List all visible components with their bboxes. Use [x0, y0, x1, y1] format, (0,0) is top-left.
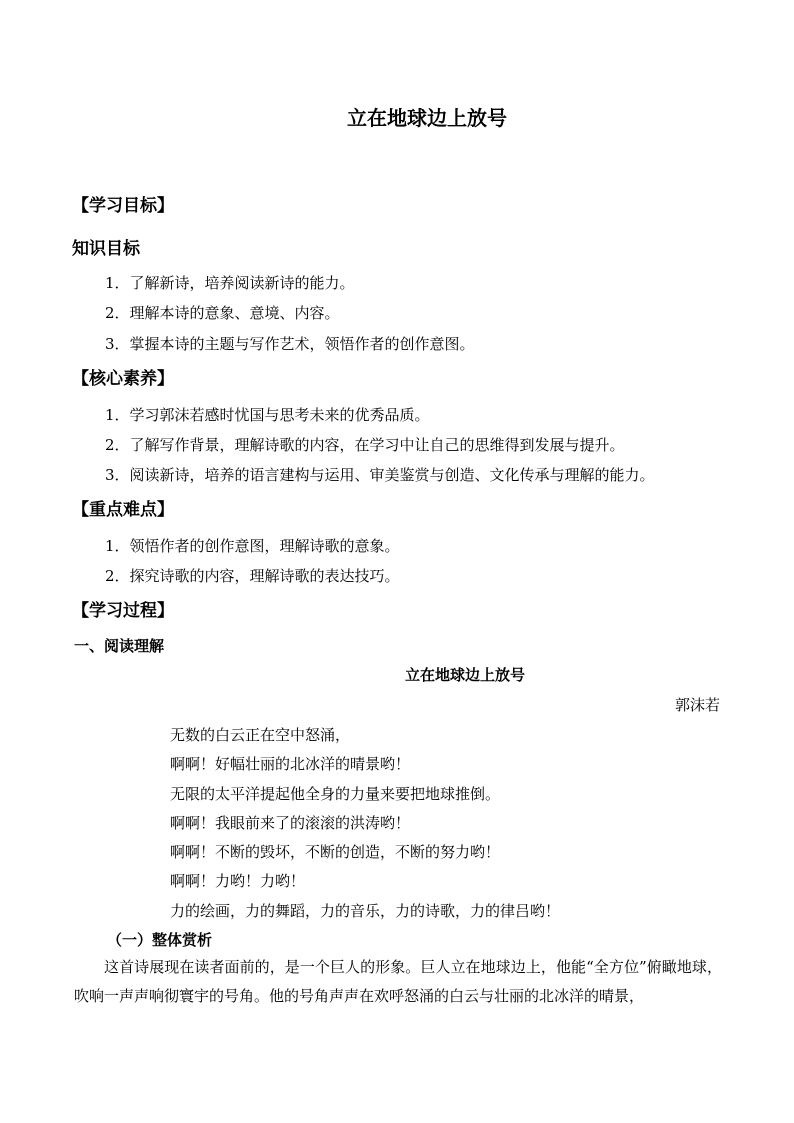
subheading-overall-appreciation: （一）整体赏析	[107, 931, 213, 949]
core-item-1: 1．学习郭沫若感时忧国与思考未来的优秀品质。	[105, 406, 430, 424]
key-item-1: 1．领悟作者的创作意图，理解诗歌的意象。	[105, 537, 400, 555]
heading-learning-process: 【学习过程】	[72, 601, 174, 621]
heading-reading: 一、阅读理解	[74, 637, 165, 655]
key-item-2: 2．探究诗歌的内容，理解诗歌的表达技巧。	[105, 567, 400, 585]
appreciation-paragraph: 这首诗展现在读者面前的，是一个巨人的形象。巨人立在地球边上，他能“全方位”俯瞰地球，吹响一声声响彻寰宇的号角。他的号角声声在欢呼怒涌的白云与壮丽的北冰洋的晴景，	[74, 958, 722, 1005]
poem-title: 立在地球边上放号	[404, 666, 525, 684]
heading-key-points: 【重点难点】	[72, 500, 174, 520]
heading-knowledge-goals: 知识目标	[72, 239, 140, 259]
poem-line-7: 力的绘画，力的舞蹈，力的音乐，力的诗歌，力的律吕哟！	[170, 902, 561, 920]
knowledge-item-3: 3．掌握本诗的主题与写作艺术，领悟作者的创作意图。	[105, 335, 475, 353]
core-item-3: 3．阅读新诗，培养的语言建构与运用、审美鉴赏与创造、文化传承与理解的能力。	[105, 466, 655, 484]
heading-learning-goals: 【学习目标】	[72, 196, 174, 216]
poem-line-6: 啊啊！力哟！力哟！	[170, 872, 306, 890]
poem-line-4: 啊啊！我眼前来了的滚滚的洪涛哟！	[170, 814, 411, 832]
heading-core-literacy: 【核心素养】	[72, 369, 174, 389]
core-item-2: 2．了解写作背景，理解诗歌的内容，在学习中让自己的思维得到发展与提升。	[105, 436, 625, 454]
knowledge-item-2: 2．理解本诗的意象、意境、内容。	[105, 304, 340, 322]
poem-author: 郭沫若	[674, 696, 720, 714]
poem-line-5: 啊啊！不断的毁坏，不断的创造，不断的努力哟！	[170, 843, 501, 861]
document-title: 立在地球边上放号	[347, 106, 507, 130]
poem-line-3: 无限的太平洋提起他全身的力量来要把地球推倒。	[170, 785, 501, 803]
poem-line-2: 啊啊！好幅壮丽的北冰洋的晴景哟！	[170, 755, 411, 773]
poem-line-1: 无数的白云正在空中怒涌，	[170, 726, 351, 744]
knowledge-item-1: 1．了解新诗，培养阅读新诗的能力。	[105, 274, 355, 292]
